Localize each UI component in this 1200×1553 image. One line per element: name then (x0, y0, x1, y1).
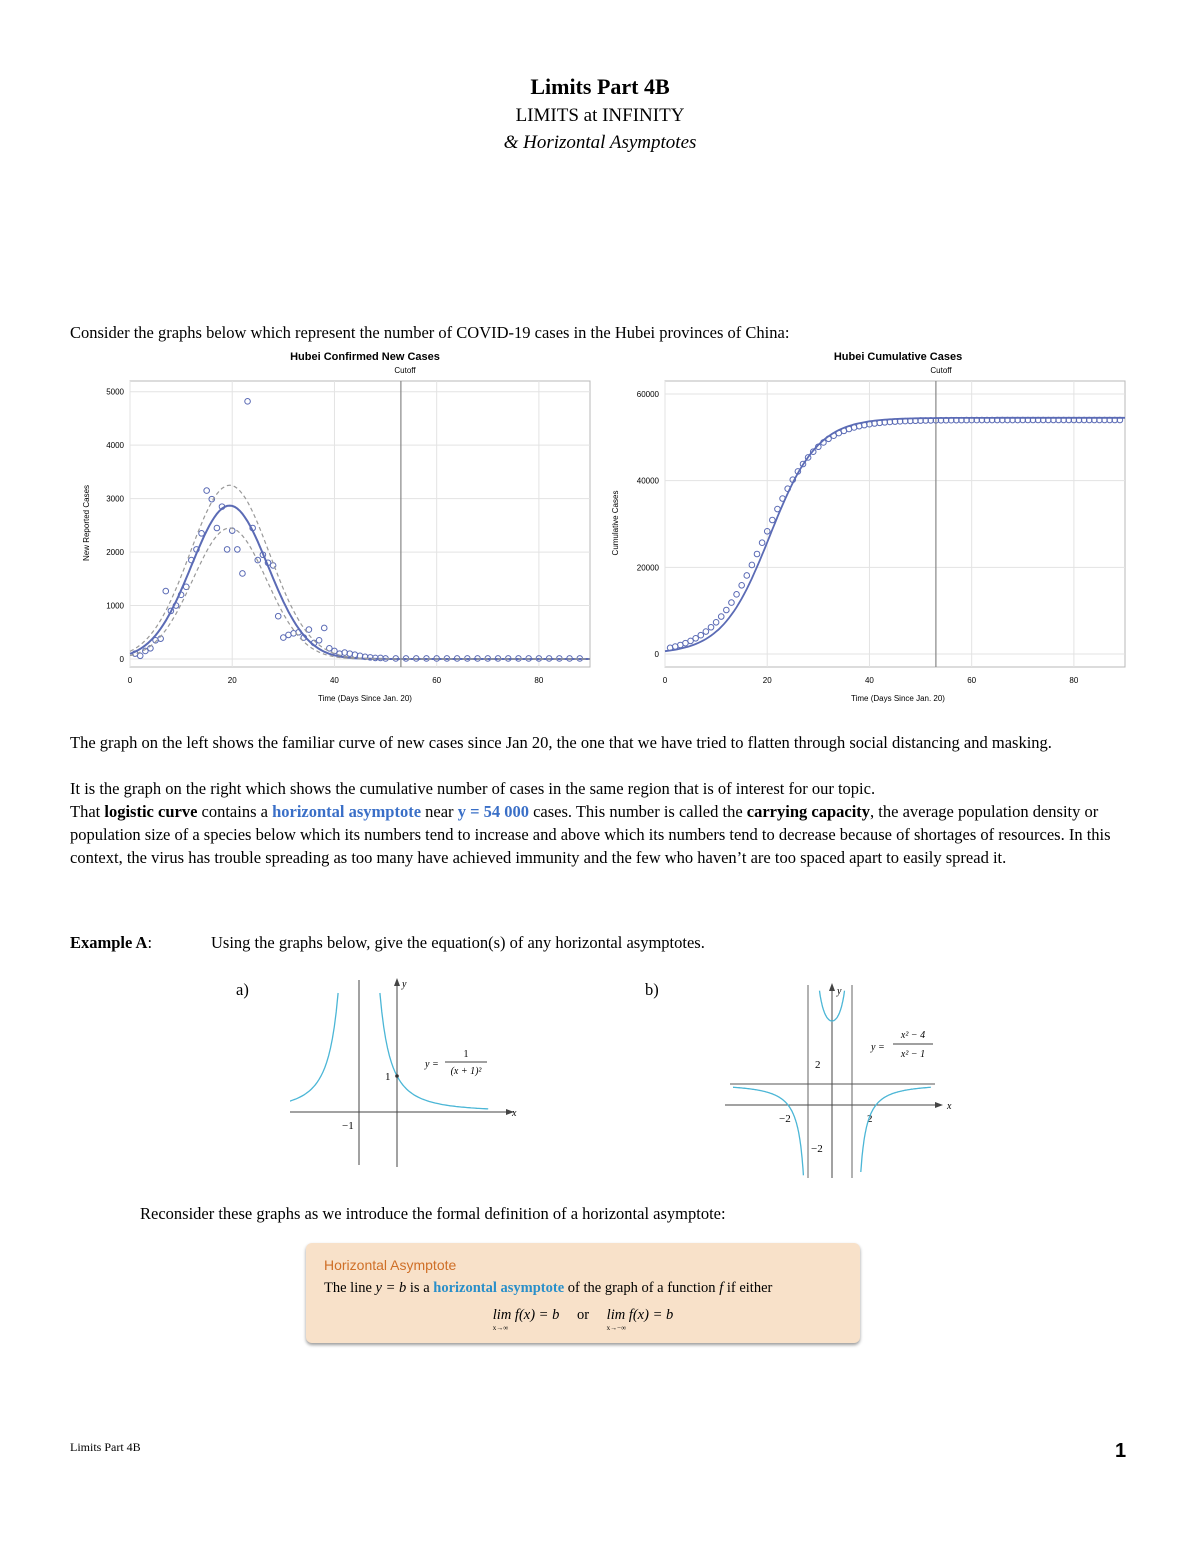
equation-numerator: 1 (463, 1049, 469, 1060)
y-axis-letter: y (402, 979, 407, 990)
limit-expression: lim f(x) = b (492, 1307, 560, 1323)
cutoff-label: Cutoff (394, 366, 416, 375)
term-horizontal-asymptote: horizontal asymptote (272, 802, 422, 821)
y-tick-label: 0 (654, 650, 659, 659)
page-title: Limits Part 4B (530, 74, 670, 99)
tick-label-xm2: −2 (779, 1113, 791, 1125)
cumulative-cases-chart (600, 345, 1135, 710)
y-tick-label: 5000 (106, 387, 124, 397)
limit-negative-infinity (606, 1307, 674, 1332)
chart-title: Hubei Cumulative Cases (833, 351, 963, 363)
footer-title: Limits Part 4B (70, 1440, 141, 1454)
graph-a-label: a) (236, 980, 249, 999)
page-subtitle-2: & Horizontal Asymptotes (503, 132, 697, 153)
graph-a (290, 975, 530, 1175)
cutoff-label: Cutoff (930, 366, 952, 375)
text-run: cases. This number is called the (528, 802, 747, 821)
curve-left-branch (733, 1087, 803, 1175)
y-tick-label: 20000 (636, 563, 659, 573)
page-number: 1 (1115, 1440, 1127, 1462)
y-intercept-point (395, 1074, 399, 1078)
curve-left-branch (290, 993, 338, 1110)
limit-subscript: x→∞ (492, 1324, 509, 1332)
x-tick-label: 40 (864, 676, 874, 685)
x-tick-label: 0 (662, 676, 668, 685)
x-tick-label: 0 (127, 676, 133, 685)
text-run: contains a (197, 802, 273, 821)
x-tick-label: 40 (329, 676, 339, 685)
function-name: f (719, 1280, 724, 1296)
y-axis-label: New Reported Cases (82, 484, 91, 562)
x-tick-label: 20 (762, 676, 772, 685)
definition-box (306, 1243, 860, 1343)
tick-label-ym2: −2 (811, 1143, 823, 1155)
text-run: The line (324, 1280, 376, 1296)
tick-label-x2: 2 (867, 1113, 873, 1125)
limit-expression: lim f(x) = b (606, 1307, 674, 1323)
curve-right-branch (861, 1087, 931, 1172)
plot-frame (665, 381, 1125, 667)
x-axis-letter: x (512, 1108, 517, 1119)
y-tick-label: 2000 (106, 548, 124, 558)
equation-lhs: y = (425, 1059, 439, 1070)
equation-lhs: y = (871, 1042, 885, 1053)
text-run: That (70, 802, 105, 821)
paragraph-1: The graph on the left shows the familiar curve of new cases since Jan 20, the one that we have tried to flatten through social distancing and masking. (70, 733, 1052, 752)
term-horizontal-asymptote: horizontal asymptote (433, 1280, 565, 1296)
graph-b (725, 980, 965, 1185)
text-run: near (421, 802, 458, 821)
tick-label-y1: 1 (385, 1071, 391, 1083)
limit-positive-infinity (492, 1307, 560, 1332)
equation-numerator: x² − 4 (900, 1030, 926, 1041)
intro-text: Consider the graphs below which represent the number of COVID-19 cases in the Hubei provinces of China: (70, 323, 790, 342)
tick-label-xm1: −1 (342, 1120, 354, 1132)
page-subtitle: LIMITS at INFINITY (515, 105, 685, 126)
limit-subscript: x→−∞ (606, 1324, 627, 1332)
example-label: Example A (70, 933, 148, 952)
plot-area (106, 381, 590, 685)
x-axis-label: Time (Days Since Jan. 20) (851, 694, 945, 703)
x-tick-label: 20 (227, 676, 237, 685)
graph-b-axes (725, 983, 943, 1178)
example-a-label (70, 933, 152, 953)
line-equation: y = b (375, 1280, 407, 1296)
definition-heading: Horizontal Asymptote (324, 1257, 457, 1273)
text-run: of the graph of a function (564, 1280, 720, 1296)
curve-right-branch (380, 993, 488, 1109)
plot-frame (130, 381, 590, 667)
text-run: if either (723, 1280, 773, 1296)
x-tick-label: 80 (1069, 676, 1079, 685)
text-run: , the average population density or population size of a species below which its numbers tend to increase and above which its numbers tend to decrease because of shortages of resources. In this context, the virus has trouble spreading as too many have achieved immunity and the few who haven’t are too spaced apart to easily spread it. (70, 802, 1111, 867)
equation-denominator: x² − 1 (900, 1049, 926, 1060)
x-axis-label: Time (Days Since Jan. 20) (318, 694, 412, 703)
asymptote-value: y = 54 000 (457, 802, 529, 821)
chart-title: Hubei Confirmed New Cases (290, 351, 440, 363)
y-axis-letter: y (837, 986, 842, 997)
equation-denominator: (x + 1)² (450, 1066, 482, 1077)
x-tick-label: 60 (967, 676, 977, 685)
y-tick-label: 0 (119, 654, 124, 664)
term-carrying-capacity: carrying capacity (746, 802, 871, 821)
y-tick-label: 4000 (106, 441, 124, 451)
new-cases-chart (75, 345, 595, 710)
x-axis-letter: x (947, 1101, 952, 1112)
text-run: is a (406, 1280, 434, 1296)
example-a-text: Using the graphs below, give the equation(s) of any horizontal asymptotes. (211, 933, 705, 952)
paragraph-3 (70, 800, 1140, 869)
y-tick-label: 1000 (106, 601, 124, 611)
y-axis-label: Cumulative Cases (611, 490, 620, 556)
reconsider-text: Reconsider these graphs as we introduce the formal definition of a horizontal asymptote: (140, 1204, 726, 1223)
y-tick-label: 40000 (636, 476, 659, 486)
tick-label-y2: 2 (815, 1059, 821, 1071)
y-tick-label: 3000 (106, 494, 124, 504)
limit-formulas (306, 1307, 860, 1332)
x-tick-label: 80 (534, 676, 544, 685)
example-colon: : (147, 933, 153, 952)
paragraph-2: It is the graph on the right which shows the cumulative number of cases in the same region that is of interest for our topic. (70, 779, 876, 798)
term-logistic-curve: logistic curve (104, 802, 198, 821)
plot-area (637, 381, 1125, 685)
definition-text (324, 1280, 772, 1297)
graph-b-label: b) (645, 980, 659, 999)
x-tick-label: 60 (432, 676, 442, 685)
or-word: or (576, 1307, 590, 1323)
y-tick-label: 60000 (636, 390, 659, 399)
